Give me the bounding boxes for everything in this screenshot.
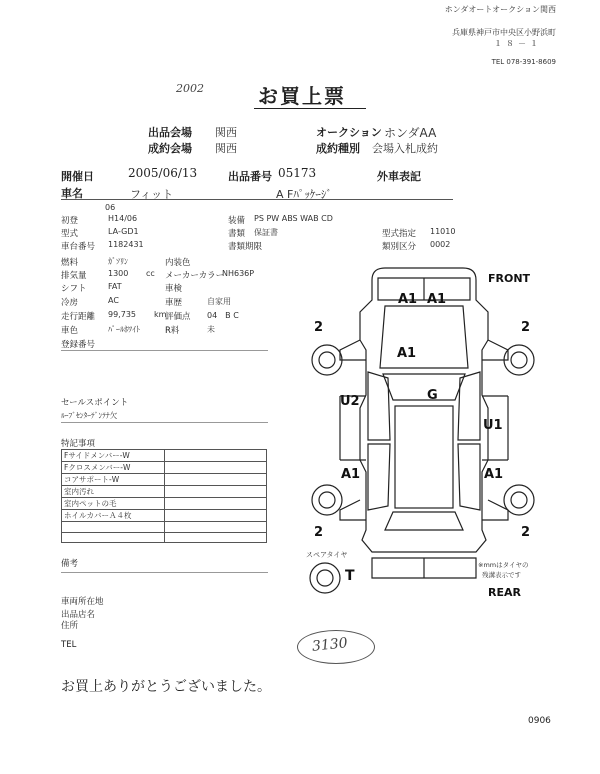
table-row — [62, 498, 267, 510]
maker-color-value: NH636P — [222, 269, 255, 278]
car-damage-diagram — [300, 264, 550, 604]
left-rear-fender — [340, 500, 366, 520]
note-cell — [62, 532, 165, 543]
windshield — [383, 374, 465, 400]
car-body-outline — [360, 268, 488, 552]
score-label: 評価点 — [165, 312, 191, 322]
car-name-underline — [61, 199, 453, 200]
lot-value: 05173 — [278, 166, 317, 180]
table-row — [62, 532, 267, 543]
recycle-label: R料 — [165, 326, 180, 336]
notes-table — [61, 449, 267, 543]
type-spec-label: 型式指定 — [382, 229, 417, 239]
chassis-value: 1182431 — [108, 240, 144, 249]
car-name-label: 車名 — [61, 187, 83, 200]
note-cell-blank — [165, 522, 267, 533]
auction-label: オークション — [316, 126, 382, 139]
company-tel: TEL 078-391-8609 — [491, 58, 556, 66]
aircon-label: 冷房 — [61, 298, 79, 308]
rear-window — [385, 512, 463, 530]
note-cell-blank — [165, 510, 267, 522]
specs-underline — [61, 350, 268, 351]
note-cell-blank — [165, 498, 267, 510]
displacement-label: 排気量 — [61, 271, 87, 281]
roof-panel — [395, 406, 453, 508]
note-cell-blank — [165, 474, 267, 486]
displacement-value: 1300 — [108, 269, 129, 278]
history-value: 自家用 — [207, 297, 231, 306]
note-cell-blank — [165, 486, 267, 498]
mark-tire-rl: 2 — [314, 525, 324, 540]
table-row — [62, 450, 267, 462]
auction-value: ホンダAA — [384, 126, 437, 140]
mileage-unit: km — [154, 310, 167, 319]
lot-label: 出品番号 — [228, 170, 272, 183]
spare-label: スペアタイヤ — [306, 551, 348, 559]
shift-label: シフト — [61, 284, 87, 294]
tire-rear-left — [312, 485, 342, 515]
tire-spare-hub — [317, 570, 333, 586]
table-row — [62, 486, 267, 498]
table-row — [62, 462, 267, 474]
venue-value: 関西 — [215, 126, 237, 139]
tire-spare — [310, 563, 340, 593]
mark-hood: A1 — [397, 346, 417, 361]
tire-rear-left-hub — [319, 492, 335, 508]
date-value: 2005/06/13 — [128, 166, 198, 180]
table-row — [62, 474, 267, 486]
note-cell — [62, 522, 165, 533]
history-label: 車歴 — [165, 298, 183, 308]
rear-label: REAR — [488, 586, 521, 599]
first-reg-label: 初登 — [61, 216, 79, 226]
hood-panel — [380, 306, 468, 368]
mark-left-rear: A1 — [341, 467, 361, 482]
company-name: ホンダオートオークション関西 — [444, 5, 556, 14]
reg-no-label: 登録番号 — [61, 340, 96, 350]
note-cell: Fサイドメンバー-W — [62, 450, 165, 462]
fuel-value: ｶﾞｿﾘﾝ — [108, 257, 128, 266]
tire-front-left-hub — [319, 352, 335, 368]
model-value: LA-GD1 — [108, 227, 139, 236]
mark-left-door: U2 — [340, 394, 360, 409]
left-rear-door — [368, 444, 390, 510]
docs-label: 書類 — [228, 229, 246, 239]
remarks-label: 備考 — [61, 559, 79, 569]
sales-point-label: セールスポイント — [61, 398, 129, 408]
first-reg-value: H14/06 — [108, 214, 138, 223]
equip-label: 装備 — [228, 216, 246, 226]
tire-rear-right-hub — [511, 492, 527, 508]
color-value: ﾊﾟｰﾙﾎﾜｲﾄ — [108, 325, 140, 334]
mark-tire-fl: 2 — [314, 320, 324, 335]
company-address-number: １８－１ — [494, 39, 542, 48]
date-label: 開催日 — [61, 170, 94, 183]
note-cell: 室内汚れ — [62, 486, 165, 498]
category-label: 類別区分 — [382, 242, 417, 252]
maker-color-label: メーカーカラー — [165, 271, 225, 281]
car-name-value: フィット — [130, 188, 174, 201]
mileage-label: 走行距離 — [61, 312, 96, 322]
remarks-underline — [61, 572, 268, 573]
vehicle-location-label: 車両所在地 — [61, 597, 104, 607]
interior-label: 内装色 — [165, 258, 191, 268]
sales-point-underline — [61, 422, 268, 423]
note-cell-blank — [165, 450, 267, 462]
handwritten-number: 2002 — [176, 82, 204, 95]
company-address: 兵庫県神戸市中央区小野浜町 — [452, 28, 556, 37]
note-cell-blank — [165, 462, 267, 474]
inspection-label: 車検 — [165, 284, 183, 294]
tire-front-right-hub — [511, 352, 527, 368]
mark-front-left: A1 — [398, 292, 418, 307]
docs-value: 保証書 — [254, 228, 278, 237]
note-cell: コアサポート-W — [62, 474, 165, 486]
deal-venue-label: 成約会場 — [148, 142, 192, 155]
cc-unit: cc — [146, 269, 155, 278]
mileage-value: 99,735 — [108, 310, 136, 319]
docs-deadline-label: 書類期限 — [228, 242, 263, 252]
note-cell: 室内ペットの毛 — [62, 498, 165, 510]
fuel-label: 燃料 — [61, 258, 79, 268]
tire-note-line2: 残溝表示です — [482, 571, 521, 579]
handwritten-circle-number: 3130 — [311, 635, 349, 655]
owner-tel-label: TEL — [61, 640, 77, 650]
note-cell: Fクロスメンバー-W — [62, 462, 165, 474]
chassis-label: 車台番号 — [61, 242, 96, 252]
recycle-value: 未 — [207, 325, 215, 334]
footer-code: 0906 — [528, 716, 551, 726]
shift-value: FAT — [108, 282, 122, 291]
color-label: 車色 — [61, 326, 79, 336]
deal-type-value: 会場入札成約 — [372, 142, 438, 155]
mark-front-right: A1 — [427, 292, 447, 307]
right-rear-door — [458, 444, 480, 510]
mark-roof: G — [427, 388, 438, 403]
title-underline — [254, 108, 366, 109]
note-cell: ホイルカバーＡ４枚 — [62, 510, 165, 522]
model-label: 型式 — [61, 229, 79, 239]
deal-venue-value: 関西 — [215, 142, 237, 155]
note-cell-blank — [165, 532, 267, 543]
equip-value: PS PW ABS WAB CD — [254, 214, 333, 223]
table-row — [62, 510, 267, 522]
owner-address-label: 住所 — [61, 621, 79, 631]
score-value: 04 B C — [207, 311, 239, 320]
shop-name-label: 出品店名 — [61, 610, 96, 620]
tire-front-left — [312, 345, 342, 375]
venue-label: 出品会場 — [148, 126, 192, 139]
tire-rear-right — [504, 485, 534, 515]
grade-value: A Fﾊﾟｯｹｰｼﾞ — [276, 188, 332, 201]
mark-spare: T — [345, 568, 355, 584]
type-spec-value: 11010 — [430, 227, 456, 236]
mark-right-door: U1 — [483, 418, 503, 433]
sales-point-value: ﾙｰﾌﾞｾﾝﾀｰﾃﾞﾝﾃﾅ欠 — [61, 411, 118, 420]
mark-tire-rr: 2 — [521, 525, 531, 540]
category-value: 0002 — [430, 240, 451, 249]
plate-label: 外車表記 — [377, 170, 421, 183]
page-title: お買上票 — [258, 84, 346, 108]
mark-right-rear: A1 — [484, 467, 504, 482]
front-label: FRONT — [488, 272, 531, 285]
model-year-top: 06 — [105, 203, 116, 212]
aircon-value: AC — [108, 296, 119, 305]
thanks-message: お買上ありがとうございました。 — [61, 679, 271, 695]
mark-tire-fr: 2 — [521, 320, 531, 335]
deal-type-label: 成約種別 — [316, 142, 360, 155]
notes-label: 特記事項 — [61, 439, 96, 449]
tire-note-line1: ※mmはタイヤの — [478, 561, 529, 569]
table-row — [62, 522, 267, 533]
